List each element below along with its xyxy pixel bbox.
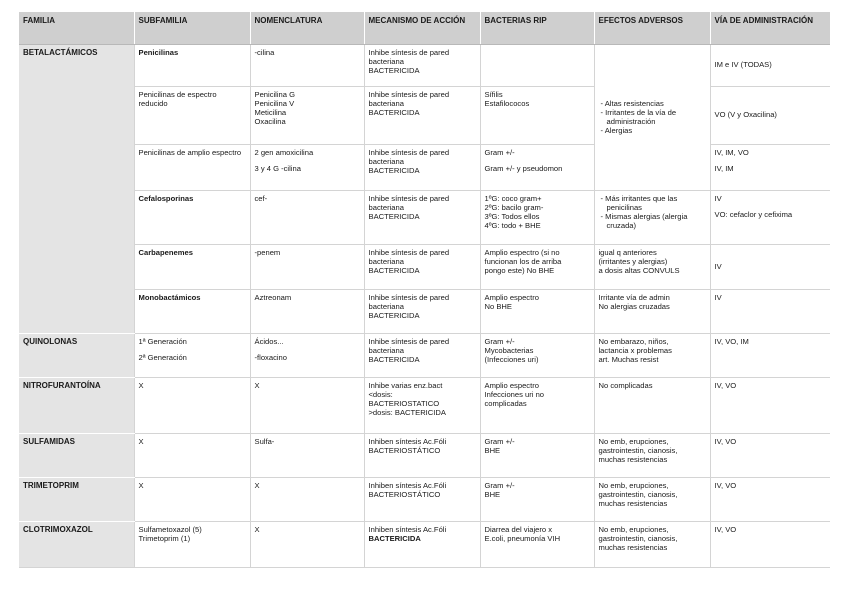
bacterias-cell: Gram +/- Mycobacterias (Infecciones uri)	[480, 333, 594, 377]
via-cell: IV, VO, IM	[710, 333, 830, 377]
nomenclatura-cell: 2 gen amoxicilina 3 y 4 G -cilina	[250, 144, 364, 190]
header-via: VÍA DE ADMINISTRACIÓN	[710, 12, 830, 44]
subfamilia-cell: 1ª Generación 2ª Generación	[134, 333, 250, 377]
efectos-cell: Irritante vía de admin No alergias cruzadas	[594, 289, 710, 333]
bacterias-cell	[480, 44, 594, 86]
mecanismo-cell: Inhibe síntesis de pared bacteriana BACTERICIDA	[364, 289, 480, 333]
subfamilia-cell: Cefalosporinas	[134, 190, 250, 244]
bacterias-cell: Amplio espectro Infecciones uri no complicadas	[480, 377, 594, 433]
subfamilia-cell: Penicilinas	[134, 44, 250, 86]
header-nomenclatura: NOMENCLATURA	[250, 12, 364, 44]
familia-cell: SULFAMIDAS	[19, 433, 134, 477]
nomenclatura-cell: -penem	[250, 244, 364, 289]
efectos-cell: No complicadas	[594, 377, 710, 433]
table-row	[19, 377, 830, 433]
table-row	[19, 190, 830, 244]
nomenclatura-cell: Aztreonam	[250, 289, 364, 333]
header-efectos: EFECTOS ADVERSOS	[594, 12, 710, 44]
table-row	[19, 433, 830, 477]
efectos-cell: No emb, erupciones, gastrointestin, cianosis, muchas resistencias	[594, 521, 710, 567]
familia-cell: QUINOLONAS	[19, 333, 134, 377]
table-row	[19, 244, 830, 289]
efectos-cell: igual q anteriores (irritantes y alergias) a dosis altas CONVULS	[594, 244, 710, 289]
via-cell: VO (V y Oxacilina)	[710, 86, 830, 144]
via-cell: IV, IM, VO IV, IM	[710, 144, 830, 190]
familia-cell: NITROFURANTOÍNA	[19, 377, 134, 433]
bacterias-cell: Gram +/- BHE	[480, 433, 594, 477]
via-cell: IV, VO	[710, 377, 830, 433]
mecanismo-cell: Inhibe síntesis de pared bacteriana BACTERICIDA	[364, 44, 480, 86]
table-row	[19, 289, 830, 333]
subfamilia-cell: X	[134, 477, 250, 521]
mecanismo-cell: Inhibe síntesis de pared bacteriana BACTERICIDA	[364, 86, 480, 144]
nomenclatura-cell: cef-	[250, 190, 364, 244]
subfamilia-cell: X	[134, 433, 250, 477]
bacterias-cell: Amplio espectro No BHE	[480, 289, 594, 333]
subfamilia-cell: Carbapenemes	[134, 244, 250, 289]
bacterias-cell: Amplio espectro (si no funcionan los de arriba pongo este) No BHE	[480, 244, 594, 289]
subfamilia-cell: X	[134, 377, 250, 433]
mecanismo-cell: Inhibe varias enz.bact <dosis: BACTERIOSTATICO >dosis: BACTERICIDA	[364, 377, 480, 433]
efectos-cell: - Más irritantes que las penicilinas - Mismas alergias (alergia cruzada)	[594, 190, 710, 244]
table-row	[19, 477, 830, 521]
mecanismo-cell: Inhibe síntesis de pared bacteriana BACTERICIDA	[364, 190, 480, 244]
bacterias-cell: Gram +/- Gram +/- y pseudomon	[480, 144, 594, 190]
subfamilia-cell: Penicilinas de espectro reducido	[134, 86, 250, 144]
header-bacterias: BACTERIAS RIP	[480, 12, 594, 44]
bacterias-cell: Sífilis Estafilococos	[480, 86, 594, 144]
bacterias-cell: Diarrea del viajero x E.coli, pneumonía VIH	[480, 521, 594, 567]
nomenclatura-cell: X	[250, 521, 364, 567]
via-cell: IV VO: cefaclor y cefixima	[710, 190, 830, 244]
bacterias-cell: Gram +/- BHE	[480, 477, 594, 521]
header-subfamilia: SUBFAMILIA	[134, 12, 250, 44]
familia-cell: CLOTRIMOXAZOL	[19, 521, 134, 567]
nomenclatura-cell: -cilina	[250, 44, 364, 86]
mecanismo-cell: Inhiben síntesis Ac.Fóli BACTERIOSTÁTICO	[364, 433, 480, 477]
nomenclatura-cell: Ácidos... -floxacino	[250, 333, 364, 377]
header-mecanismo: MECANISMO DE ACCIÓN	[364, 12, 480, 44]
efectos-cell: No embarazo, niños, lactancia x problemas art. Muchas resist	[594, 333, 710, 377]
via-cell: IV	[710, 289, 830, 333]
familia-cell: TRIMETOPRIM	[19, 477, 134, 521]
subfamilia-cell: Penicilinas de amplio espectro	[134, 144, 250, 190]
nomenclatura-cell: Penicilina G Penicilina V Meticilina Oxacilina	[250, 86, 364, 144]
subfamilia-cell: Monobactámicos	[134, 289, 250, 333]
mecanismo-cell: Inhibe síntesis de pared bacteriana BACTERICIDA	[364, 144, 480, 190]
efectos-cell: No emb, erupciones, gastrointestin, cianosis, muchas resistencias	[594, 433, 710, 477]
subfamilia-cell: Sulfametoxazol (5) Trimetoprim (1)	[134, 521, 250, 567]
header-row	[19, 12, 830, 44]
table-row	[19, 333, 830, 377]
nomenclatura-cell: X	[250, 477, 364, 521]
efectos-cell: No emb, erupciones, gastrointestin, cianosis, muchas resistencias	[594, 477, 710, 521]
nomenclatura-cell: Sulfa-	[250, 433, 364, 477]
mecanismo-cell: Inhiben síntesis Ac.Fóli BACTERIOSTÁTICO	[364, 477, 480, 521]
table-row	[19, 44, 830, 86]
antibiotics-table	[19, 12, 830, 568]
mecanismo-cell: Inhibe síntesis de pared bacteriana BACTERICIDA	[364, 244, 480, 289]
via-cell: IM e IV (TODAS)	[710, 44, 830, 86]
efectos-cell: - Altas resistencias - Irritantes de la vía de administración - Alergias	[594, 44, 710, 190]
via-cell: IV, VO	[710, 477, 830, 521]
header-familia: FAMILIA	[19, 12, 134, 44]
via-cell: IV, VO	[710, 433, 830, 477]
mecanismo-cell: Inhibe síntesis de pared bacteriana BACTERICIDA	[364, 333, 480, 377]
nomenclatura-cell: X	[250, 377, 364, 433]
table-row	[19, 521, 830, 567]
familia-cell: BETALACTÁMICOS	[19, 44, 134, 333]
bacterias-cell: 1ºG: coco gram+ 2ºG: bacilo gram- 3ºG: Todos ellos 4ºG: todo + BHE	[480, 190, 594, 244]
via-cell: IV, VO	[710, 521, 830, 567]
mecanismo-cell: Inhiben síntesis Ac.Fóli BACTERICIDA	[364, 521, 480, 567]
via-cell: IV	[710, 244, 830, 289]
